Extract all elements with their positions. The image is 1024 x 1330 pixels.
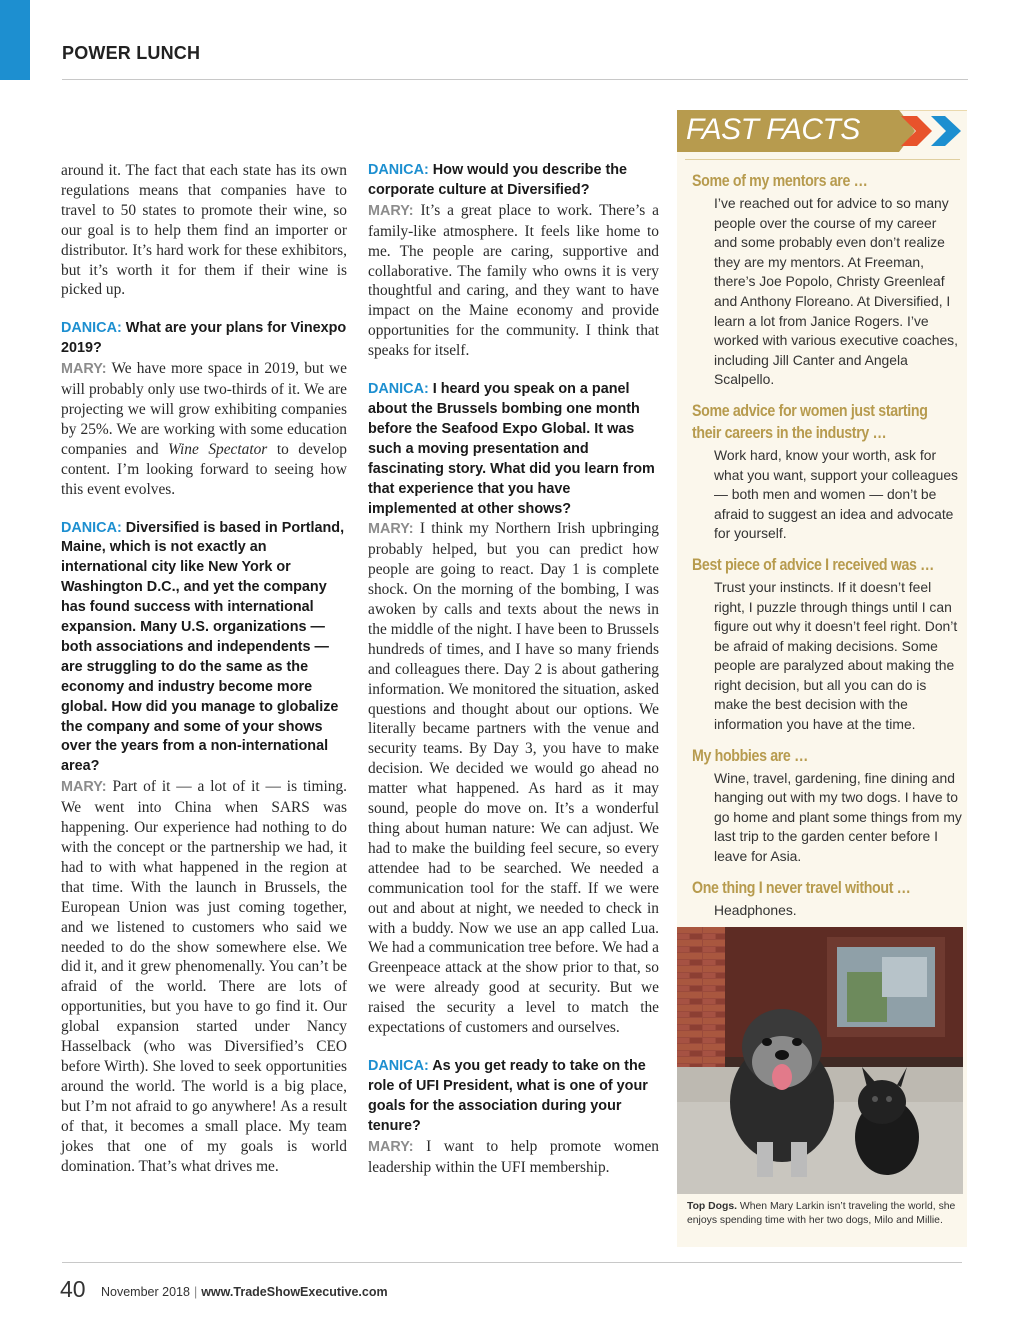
fast-facts-list	[692, 170, 962, 930]
fast-facts-divider	[685, 159, 960, 160]
speaker-label: MARY:	[368, 202, 414, 219]
article-column-2	[368, 161, 659, 1177]
article-column-1	[61, 161, 347, 1176]
fact-heading: My hobbies are …	[692, 746, 808, 765]
dogs-photo	[677, 927, 963, 1194]
fact-heading: Some advice for women just starting their careers in the industry …	[692, 401, 928, 442]
fast-facts-title: FAST FACTS	[686, 113, 860, 146]
speaker-label: MARY:	[368, 521, 414, 538]
fact-heading: Best piece of advice I received was …	[692, 555, 935, 574]
header-divider	[62, 79, 968, 80]
speaker-label: DANICA:	[368, 381, 429, 398]
answer: MARY: It’s a great place to work. There’s a family-like atmosphere. It feels like home to me. The people are caring, supportive and collaborative. The family who owns it is very thoughtful and caring, and they want to have impact on the Maine economy and provide opportunities for the community. I think that speaks for itself.	[368, 201, 659, 360]
question: DANICA: I heard you speak on a panel about the Brussels bombing one month before the Seafood Expo Global. It was such a moving presentation and fascinating story. What did you learn from that experience that you have implemented at other shows?	[368, 381, 655, 517]
fact-item	[692, 745, 962, 867]
fact-body: Work hard, know your worth, ask for what you want, support your colleagues — both men and women — don’t be afraid to suggest an idea and advocate for yourself.	[714, 446, 959, 542]
fact-item	[692, 170, 962, 390]
fact-item	[692, 400, 962, 544]
speaker-label: DANICA:	[368, 162, 429, 178]
photo-caption: Top Dogs. When Mary Larkin isn’t traveling the world, she enjoys spending time with her two dogs, Milo and Millie.	[687, 1201, 956, 1226]
paragraph: around it. The fact that each state has its own regulations means that companies have to travel to 50 states to promote their wine, so our goal is to help them find an importer or distributor. It’s hard work for these exhibitors, but it’s worth it for them if their wine is picked up.	[61, 162, 347, 299]
fact-heading: One thing I never travel without …	[692, 878, 911, 897]
website-link[interactable]: www.TradeShowExecutive.com	[201, 1285, 388, 1299]
footer-divider	[62, 1262, 962, 1263]
question: DANICA: How would you describe the corporate culture at Diversified?	[368, 162, 628, 198]
publication-name: Wine Spectator	[168, 440, 268, 458]
speaker-label: MARY:	[61, 779, 107, 796]
speaker-label: DANICA:	[368, 1057, 429, 1074]
fact-body: Trust your instincts. If it doesn’t feel right, I puzzle through things until I can figure out why it doesn’t feel right. Don’t be afraid of making decisions. Some people are paralyzed about making the right decision, but all you can do is make the best decision with the information you have at the time.	[714, 578, 958, 733]
question: DANICA: As you get ready to take on the role of UFI President, what is one of your goals for the association during your tenure?	[368, 1057, 648, 1134]
speaker-label: DANICA:	[61, 320, 122, 337]
question: DANICA: What are your plans for Vinexpo 2019?	[61, 320, 347, 357]
section-tab	[0, 0, 30, 80]
answer: MARY: We have more space in 2019, but we will probably only use two-thirds of it. We are projecting we will grow exhibiting companies by 25%. We are working with some education companies and Wine Spectator to develop content. I’m looking forward to seeing how this event evolves.	[61, 360, 348, 498]
fact-body: Wine, travel, gardening, fine dining and hanging out with my two dogs. I have to go home and plant some things from my last trip to the garden center before I leave for Asia.	[714, 769, 962, 865]
speaker-label: DANICA:	[61, 519, 122, 536]
issue-date: November 2018	[101, 1285, 190, 1299]
fact-item	[692, 877, 962, 921]
answer: MARY: Part of it — a lot of it — is timing. We went into China when SARS was happening. Our experience had nothing to do with the concept or the partnership we had, it had to with what happened in the region at that time. With the launch in Brussels, the European Union was just coming together, and we listened to customers who said we needed to do the show somewhere else. We did it, and it grew phenomenally. You can’t be afraid of the world. There are lots of opportunities, but you have to go find it. Our global expansion started under Nancy Hasselback (who was Diversified’s CEO before Wirth). She loved to seek opportunities around the world. The world is a big place, but I’m not afraid to go anywhere! As a result of that, it becomes a small place. My team jokes that one of my goals is world domination. That’s what drives me.	[61, 778, 347, 1175]
answer: MARY: I think my Northern Irish upbringing probably helped, but you can predict how people are going to react. Day 1 is complete shock. On the morning of the bombing, I was awoken by calls and texts about the news in the middle of the night. I have been to Brussels hundreds of times, and I have so many friends and colleagues there. Day 2 is about gathering information. We monitored the situation, asked questions and thought about our options. We literally became partners with the venue and security teams. By Day 3, you have to make decision. We decided we would go ahead no matter what happened. As hard as it may sound, people do move on. It’s a wonderful thing about human nature: We can adjust. We had to make the building feel secure, so every attendee had to be searched. We needed a communication tool for the staff. If we were out and about at night, we needed to check in with a buddy. Now we use an app called Lua. We had a communication tree before. We had a Greenpeace attack at the show prior to that, so we were already good at security. But we raised the security a level to match the expectations of customers and ourselves.	[368, 520, 659, 1037]
question: DANICA: Diversified is based in Portland, Maine, which is not exactly an international city like New York or Washington D.C., and yet the company has found success with international expansion. Many U.S. organizations — both associations and independents — are struggling to do the same as the economy and industry become more global. How did you manage to globalize the company and some of your shows over the years from a non-international area?	[61, 519, 345, 775]
speaker-label: MARY:	[368, 1138, 414, 1155]
fact-heading: Some of my mentors are …	[692, 172, 868, 190]
speaker-label: MARY:	[61, 361, 107, 378]
fact-body: Headphones.	[714, 901, 797, 918]
section-title: POWER LUNCH	[62, 43, 201, 63]
fact-item	[692, 554, 962, 735]
footer-info: November 2018 | www.TradeShowExecutive.com	[101, 1285, 388, 1299]
fact-body: I’ve reached out for advice to so many people over the course of my career and some probably even don’t realize they are my mentors. At Freeman, there’s Joe Popolo, Christy Greenleaf and Anthony Floreano. At Diversified, I learn a lot from Janice Rogers. I’ve worked with various executive coaches, including Jill Canter and Angela Scalpello.	[714, 195, 958, 388]
page-number: 40	[60, 1276, 86, 1302]
answer: MARY: I want to help promote women leadership within the UFI membership.	[368, 1137, 659, 1176]
